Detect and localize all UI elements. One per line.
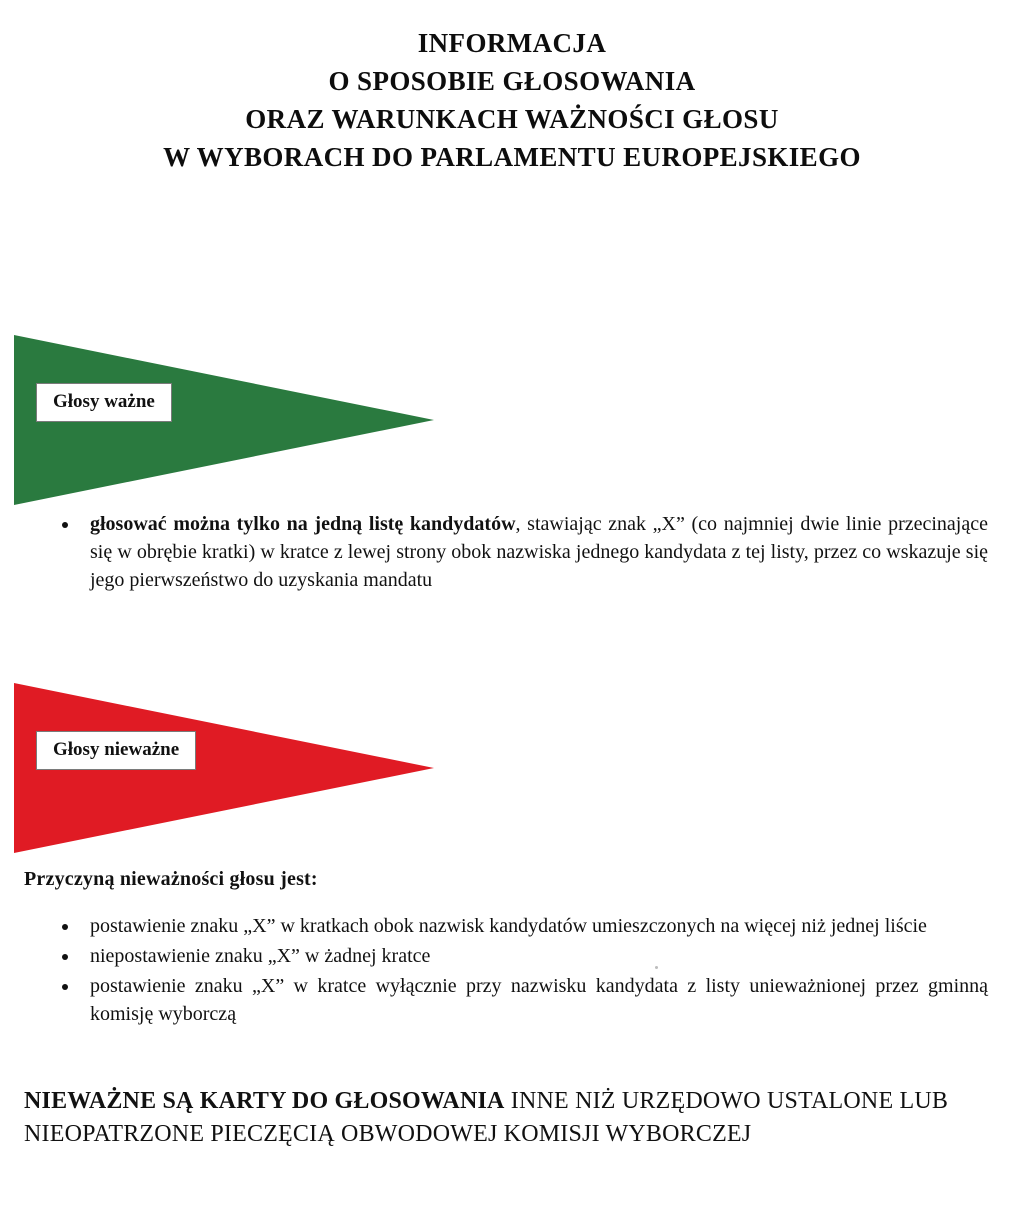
title-line-4: W WYBORACH DO PARLAMENTU EUROPEJSKIEGO xyxy=(163,142,861,172)
invalid-votes-heading: Przyczyną nieważności głosu jest: xyxy=(24,868,318,890)
title-line-3: ORAZ WARUNKACH WAŻNOŚCI GŁOSU xyxy=(245,104,779,134)
footer-note xyxy=(24,1085,994,1151)
list-item xyxy=(48,510,988,594)
valid-item-rest: , stawiając znak „X” (co najmniej dwie linie przecinające się w obrębie kratki) w kratce z lewej strony obok nazwiska jednego kandydata z tej listy, przez co wskazuje się jego pierwszeństwo do uzyskania mandatu xyxy=(90,513,988,591)
scan-speck xyxy=(655,966,658,969)
list-item: postawienie znaku „X” w kratce wyłącznie przy nazwisku kandydata z listy unieważnionej przez gminną komisję wyborczą xyxy=(48,972,988,1028)
title-line-1: INFORMACJA xyxy=(417,28,607,58)
invalid-votes-banner xyxy=(14,683,434,853)
valid-votes-banner xyxy=(14,335,434,505)
footer-lead: NIEWAŻNE SĄ KARTY DO GŁOSOWANIA xyxy=(24,1088,505,1114)
valid-votes-list xyxy=(48,510,988,596)
invalid-votes-list xyxy=(48,912,988,1030)
list-item: postawienie znaku „X” w kratkach obok nazwisk kandydatów umieszczonych na więcej niż jednej liście xyxy=(48,912,988,940)
page-title xyxy=(0,24,1024,176)
list-item: niepostawienie znaku „X” w żadnej kratce xyxy=(48,942,988,970)
invalid-votes-label: Głosy nieważne xyxy=(36,731,196,770)
valid-votes-label: Głosy ważne xyxy=(36,383,172,422)
valid-item-bold: głosować można tylko na jedną listę kandydatów xyxy=(90,513,516,535)
footer-rest: INNE NIŻ URZĘDOWO USTALONE LUB NIEOPATRZONE PIECZĘCIĄ OBWODOWEJ KOMISJI WYBORCZEJ xyxy=(24,1088,949,1147)
title-line-2: O SPOSOBIE GŁOSOWANIA xyxy=(328,66,696,96)
